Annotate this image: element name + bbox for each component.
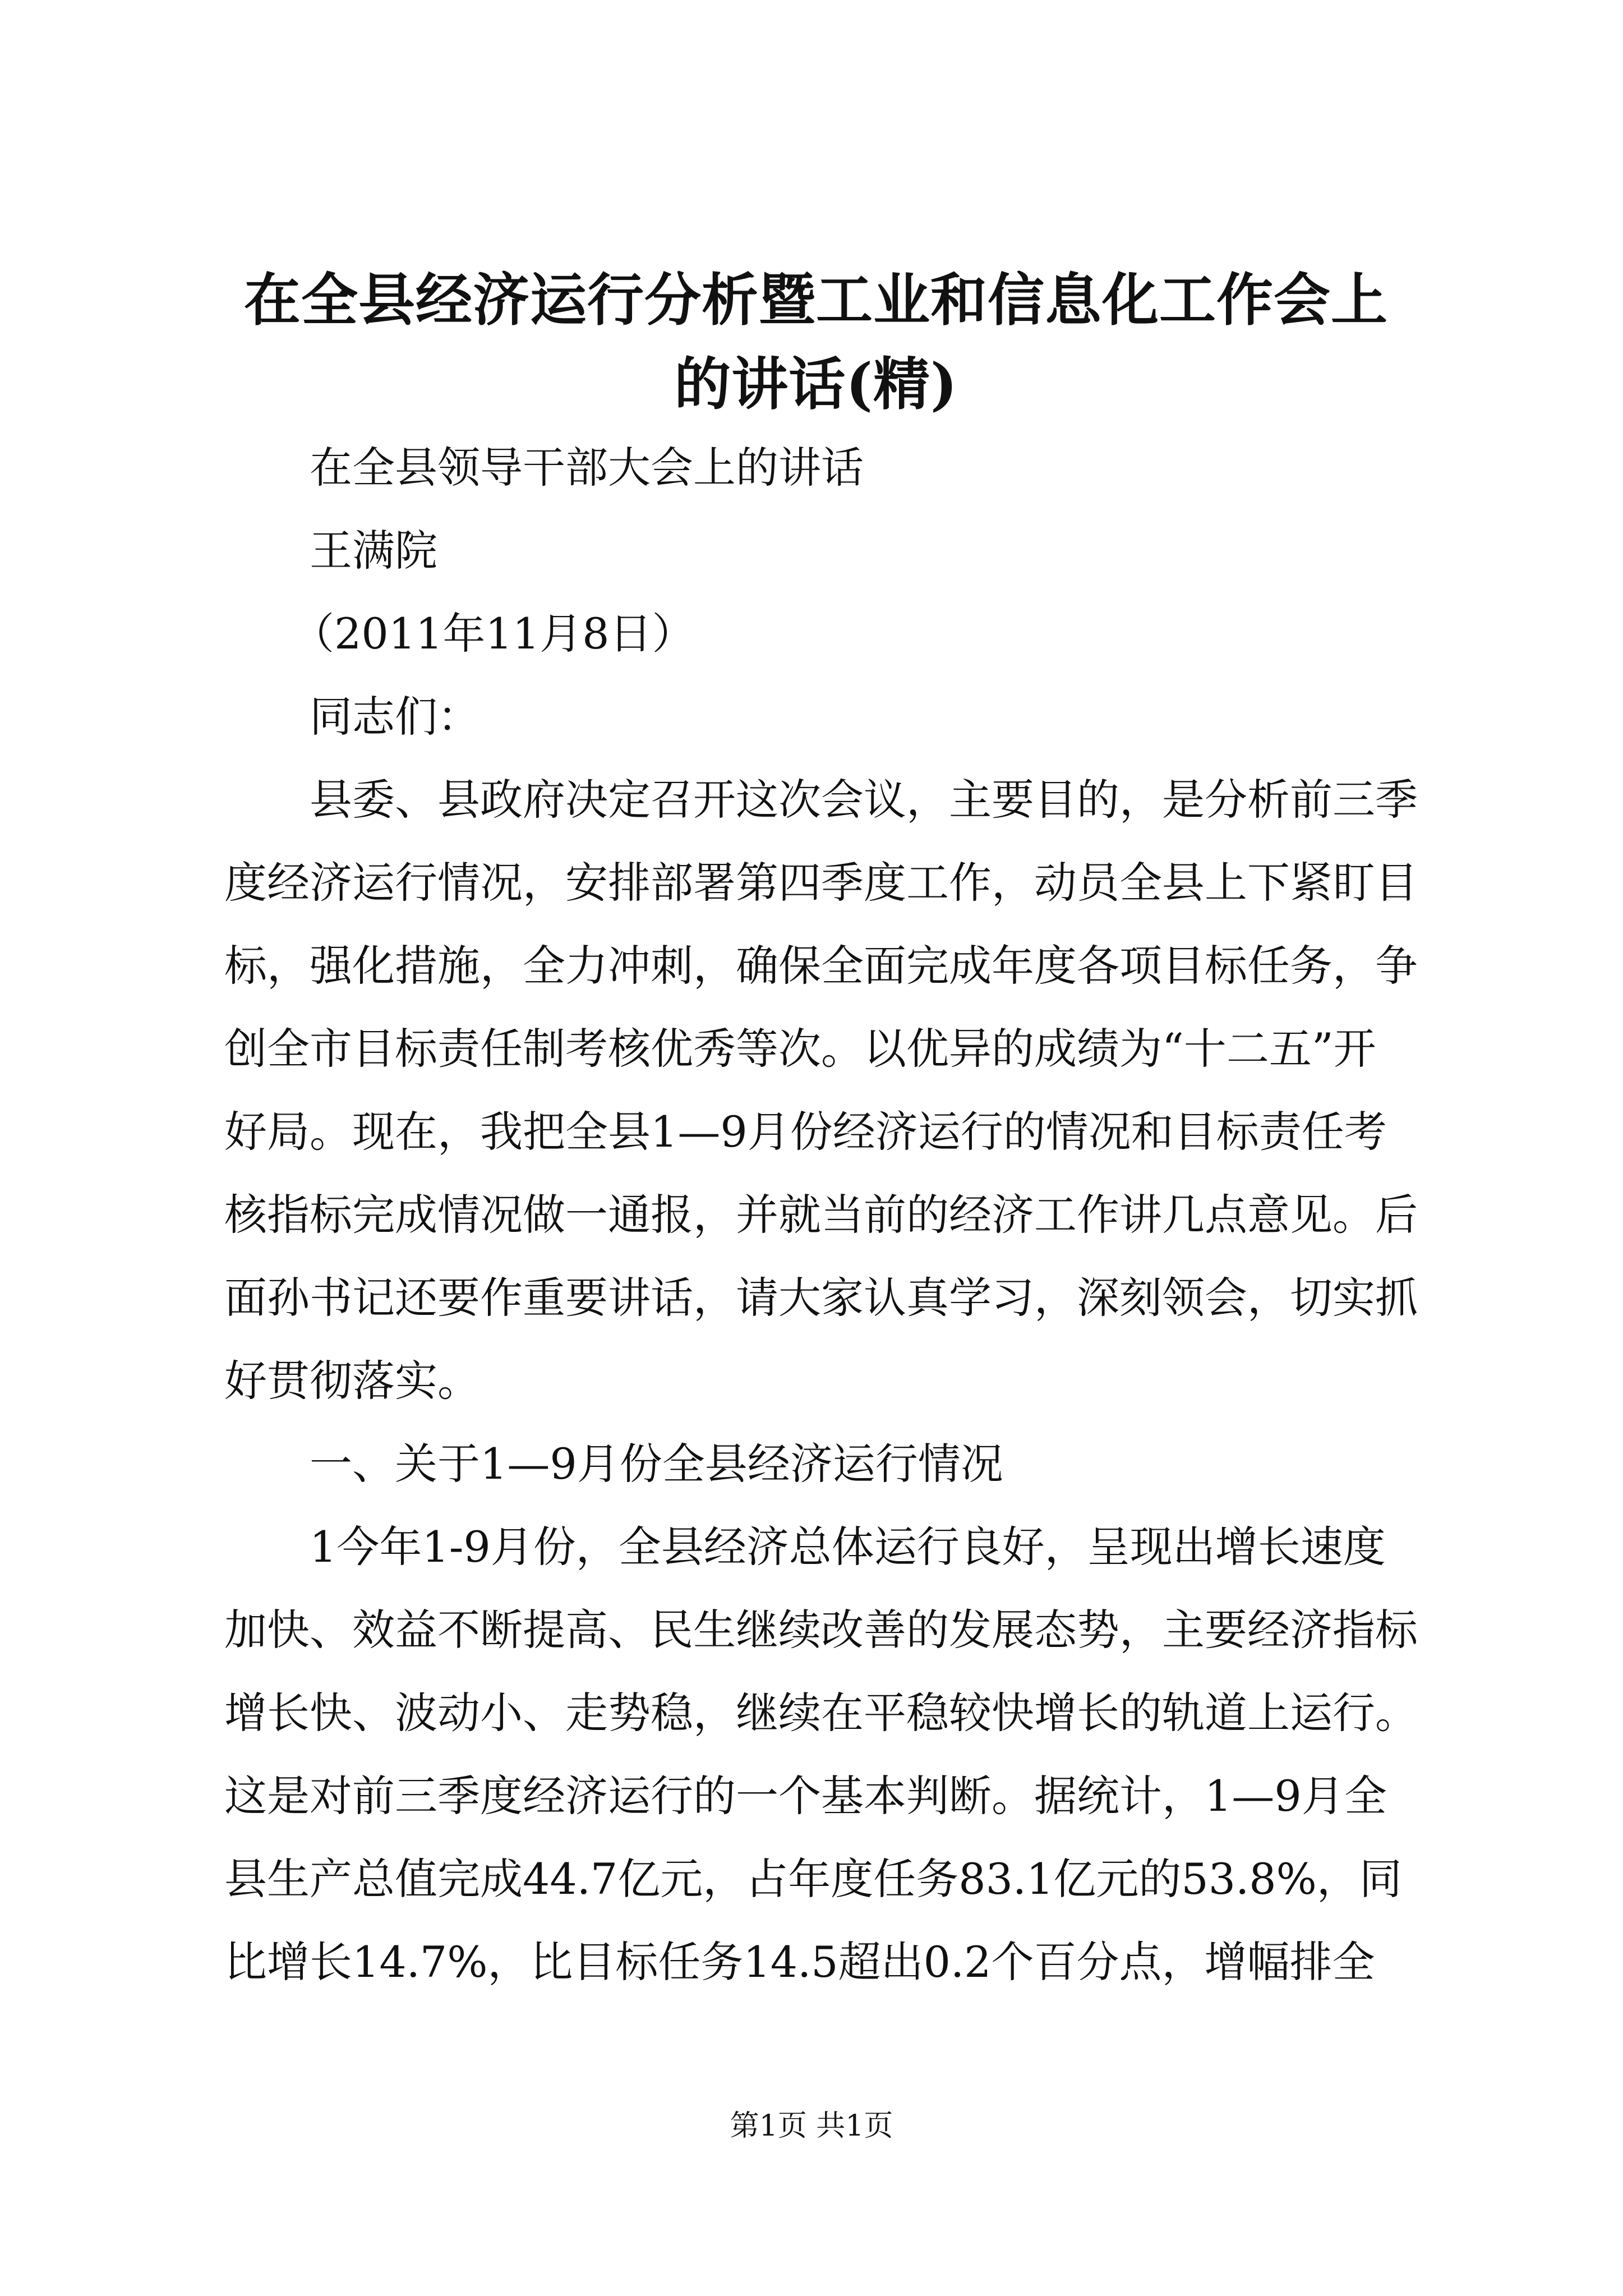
document-date: （2011年11月8日） bbox=[292, 609, 695, 659]
title-line: 的讲话(精) bbox=[674, 351, 958, 417]
paragraph-line: 度经济运行情况，安排部署第四季度工作，动员全县上下紧盯目 bbox=[224, 858, 1418, 908]
paragraph-line: 创全市目标责任制考核优秀等次。以优异的成绩为“十二五”开 bbox=[224, 1024, 1376, 1074]
document-author: 王满院 bbox=[310, 526, 437, 576]
paragraph-line: 好贯彻落实。 bbox=[224, 1356, 480, 1406]
paragraph-line: 比增长14.7%，比目标任务14.5超出0.2个百分点，增幅排全 bbox=[224, 1937, 1375, 1987]
paragraph-line: 核指标完成情况做一通报，并就当前的经济工作讲几点意见。后 bbox=[224, 1190, 1418, 1240]
section-paragraph bbox=[224, 1506, 1418, 2004]
paragraph-line: 标，强化措施，全力冲刺，确保全面完成年度各项目标任务，争 bbox=[224, 941, 1418, 991]
paragraph-line: 这是对前三季度经济运行的一个基本判断。据统计，1—9月全 bbox=[224, 1771, 1387, 1821]
section-heading: 一、关于1—9月份全县经济运行情况 bbox=[310, 1439, 1003, 1489]
title-line: 在全县经济运行分析暨工业和信息化工作会上 bbox=[243, 266, 1388, 333]
paragraph-line: 加快、效益不断提高、民生继续改善的发展态势，主要经济指标 bbox=[224, 1605, 1418, 1655]
paragraph-line: 面孙书记还要作重要讲话，请大家认真学习，深刻领会，切实抓 bbox=[224, 1273, 1418, 1323]
paragraph-line: 县生产总值完成44.7亿元，占年度任务83.1亿元的53.8%，同 bbox=[224, 1854, 1402, 1904]
page-footer: 第1页 共1页 bbox=[730, 2109, 893, 2143]
document-subtitle: 在全县领导干部大会上的讲话 bbox=[310, 443, 864, 493]
paragraph-line: 增长快、波动小、走势稳，继续在平稳较快增长的轨道上运行。 bbox=[224, 1688, 1418, 1738]
paragraph-line: 好局。现在，我把全县1—9月份经济运行的情况和目标责任考 bbox=[224, 1107, 1387, 1157]
document-body bbox=[224, 258, 1418, 2004]
paragraph-line: 县委、县政府决定召开这次会议，主要目的，是分析前三季 bbox=[310, 775, 1418, 825]
paragraph-line: 1今年1-9月份，全县经济总体运行良好，呈现出增长速度 bbox=[310, 1522, 1386, 1572]
intro-paragraph bbox=[224, 758, 1418, 1423]
document-salutation: 同志们： bbox=[310, 692, 480, 742]
document-title bbox=[224, 258, 1408, 426]
